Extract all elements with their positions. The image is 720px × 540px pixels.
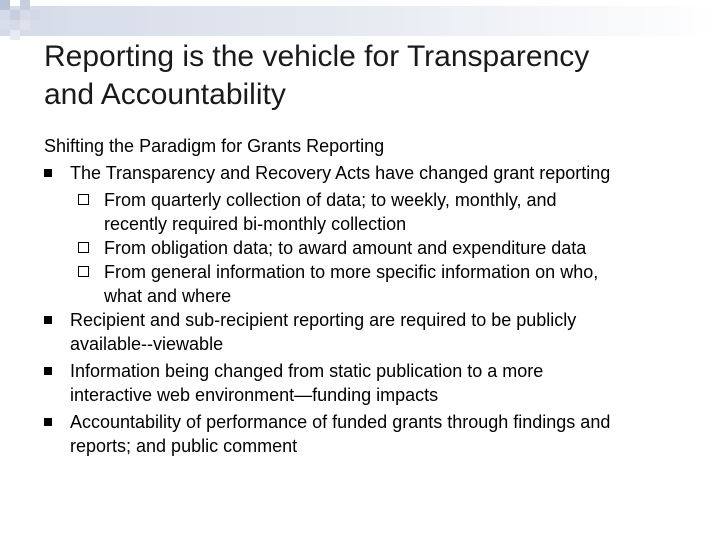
bullet-text: Accountability of performance of funded grants through findings and reports; and public comment xyxy=(70,412,611,456)
hollow-square-bullet-icon xyxy=(78,194,89,205)
bullet-text: Information being changed from static publication to a more interactive web environment—funding impacts xyxy=(70,361,544,405)
square-bullet-icon xyxy=(44,316,52,324)
sub-bullet-text: From quarterly collection of data; to weekly, monthly, and recently required bi-monthly collection xyxy=(104,190,557,234)
sub-bullet-item xyxy=(44,260,704,308)
slide-title-line: Reporting is the vehicle for Transparency xyxy=(44,40,590,73)
slide-subheading: Shifting the Paradigm for Grants Reporting xyxy=(44,136,385,156)
hollow-square-bullet-icon xyxy=(78,266,89,277)
bullet-list xyxy=(44,161,704,461)
bullet-item xyxy=(44,410,704,458)
hollow-square-bullet-icon xyxy=(78,242,89,253)
sub-bullet-item xyxy=(44,236,704,260)
bullet-text: Recipient and sub-recipient reporting are required to be publicly available--viewable xyxy=(70,310,577,354)
sub-bullet-item xyxy=(44,188,704,236)
square-bullet-icon xyxy=(44,169,52,177)
square-bullet-icon xyxy=(44,367,52,375)
sub-bullet-text: From general information to more specific information on who, what and where xyxy=(104,262,599,306)
sub-bullet-text: From obligation data; to award amount and expenditure data xyxy=(104,238,587,258)
bullet-text: The Transparency and Recovery Acts have changed grant reporting xyxy=(70,163,611,183)
bullet-item xyxy=(44,308,704,356)
bullet-item xyxy=(44,359,704,407)
slide-title-line: and Accountability xyxy=(44,78,286,111)
square-bullet-icon xyxy=(44,418,52,426)
slide-title xyxy=(44,38,704,114)
bullet-item xyxy=(44,161,704,185)
